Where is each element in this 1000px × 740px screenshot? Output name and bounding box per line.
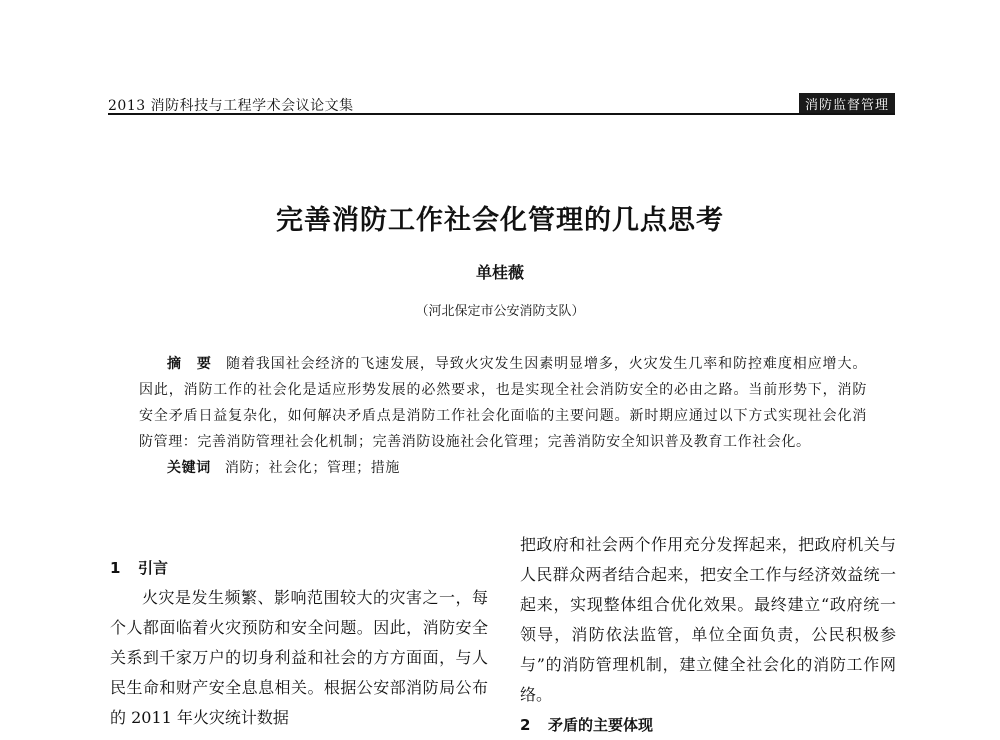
running-header [108, 93, 895, 117]
section-heading-1 [110, 553, 488, 583]
abstract-text: 随着我国社会经济的飞速发展，导致火灾发生因素明显增多，火灾发生几率和防控难度相应增大。因此，消防工作的社会化是适应形势发展的必然要求，也是实现全社会消防安全的必由之路。当前形势下，消防安全矛盾日益复杂化，如何解决矛盾点是消防工作社会化面临的主要问题。新时期应通过以下方式实现社会化消防管理：完善消防管理社会化机制；完善消防设施社会化管理；完善消防安全知识普及教育工作社会化。 [139, 356, 867, 450]
keywords [139, 455, 867, 481]
section-title: 矛盾的主要体现 [548, 716, 654, 734]
paragraph: 火灾是发生频繁、影响范围较大的灾害之一，每个人都面临着火灾预防和安全问题。因此，消防安全关系到千家万户的切身利益和社会的方方面面，与人民生命和财产安全息息相关。根据公安部消防局公布的 2011 年火灾统计数据 [110, 588, 488, 727]
left-column [110, 553, 488, 733]
running-title: 2013 消防科技与工程学术会议论文集 [108, 98, 354, 114]
paper-title: 完善消防工作社会化管理的几点思考 [276, 205, 724, 236]
abstract [139, 351, 867, 455]
keywords-text: 消防；社会化；管理；措施 [224, 460, 401, 476]
section-number: 1 [110, 559, 121, 577]
abstract-block [139, 351, 867, 481]
abstract-label: 摘 要 [167, 356, 212, 372]
author: 单桂薇 [475, 263, 524, 282]
paragraph: 把政府和社会两个作用充分发挥起来，把政府机关与人民群众两者结合起来，把安全工作与经济效益统一起来，实现整体组合优化效果。最终建立“政府统一领导，消防依法监管，单位全面负责，公民积极参与”的消防管理机制，建立健全社会化的消防工作网络。 [520, 535, 896, 704]
keywords-label: 关键词 [167, 460, 211, 476]
section-tag: 消防监督管理 [799, 93, 895, 115]
section-heading-2 [520, 710, 896, 740]
right-column [520, 530, 896, 740]
affiliation: （河北保定市公安消防支队） [415, 304, 585, 319]
section-title: 引言 [138, 559, 169, 577]
header-rule [108, 113, 895, 115]
section-number: 2 [520, 716, 531, 734]
